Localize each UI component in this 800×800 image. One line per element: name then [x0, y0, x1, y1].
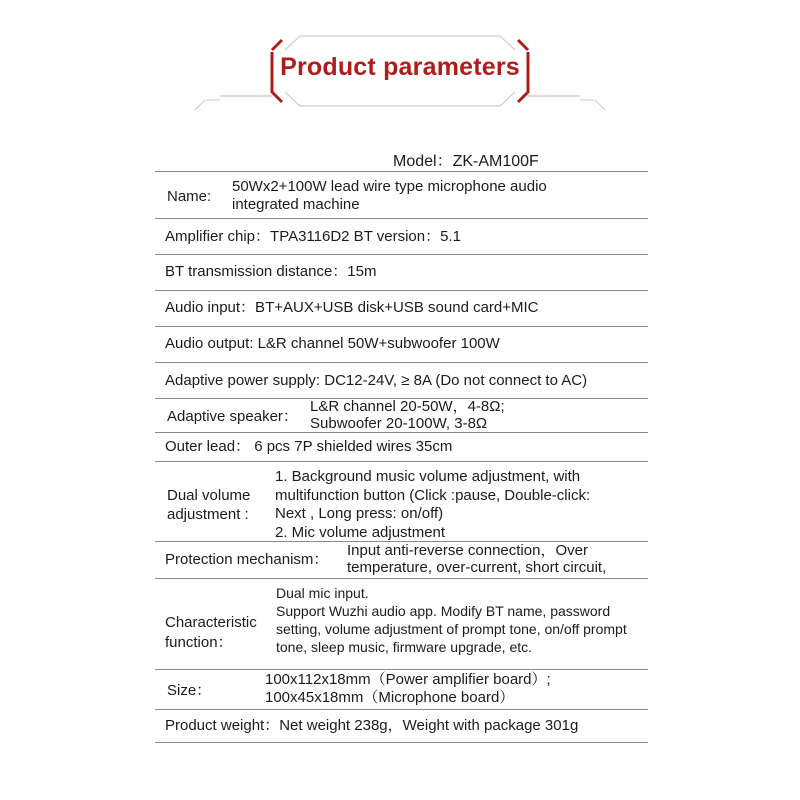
parameter-label: Adaptive power supply: DC12-24V, ≥ 8A (Do not connect to AC) — [165, 372, 588, 389]
parameter-row — [155, 432, 648, 461]
parameter-label: Protection mechanism： — [165, 551, 329, 568]
parameter-label: BT transmission distance：15m — [165, 263, 377, 280]
parameter-row — [155, 709, 648, 743]
parameter-label: Adaptive speaker： — [167, 408, 298, 425]
parameter-value: Dual mic input. — [276, 585, 369, 601]
model-label: Model：ZK-AM100F — [393, 153, 539, 170]
parameter-table — [155, 171, 648, 743]
parameter-value: 100x45x18mm（Microphone board） — [265, 689, 515, 706]
parameter-value: multifunction button (Click :pause, Double-click: — [275, 486, 591, 504]
parameter-label: Characteristic — [165, 614, 257, 631]
parameter-row — [155, 669, 648, 709]
parameter-row — [155, 578, 648, 669]
parameter-value: 1. Background music volume adjustment, with — [275, 468, 581, 485]
parameter-label: Size： — [167, 682, 212, 699]
parameter-value: setting, volume adjustment of prompt tone, on/off prompt — [276, 621, 627, 637]
parameter-value: 50Wx2+100W lead wire type microphone audio — [232, 178, 547, 195]
parameter-label: Product weight：Net weight 238g，Weight with package 301g — [165, 717, 579, 734]
parameter-row — [155, 461, 648, 541]
parameter-row — [155, 254, 648, 290]
parameter-value: 2. Mic volume adjustment — [275, 523, 446, 541]
page-title: Product parameters — [280, 53, 520, 81]
parameter-value: temperature, over-current, short circuit, — [347, 559, 607, 576]
parameter-label: Amplifier chip：TPA3116D2 BT version：5.1 — [165, 228, 461, 245]
parameter-label: adjustment : — [167, 506, 249, 523]
parameter-label: Name: — [167, 188, 212, 205]
parameter-label: Audio output: L&R channel 50W+subwoofer 100W — [165, 335, 500, 352]
parameter-label: Outer lead： 6 pcs 7P shielded wires 35cm — [165, 438, 453, 455]
parameter-value: Subwoofer 20-100W, 3-8Ω — [310, 415, 488, 432]
parameter-value: Next , Long press: on/off) — [275, 505, 444, 522]
parameter-row — [155, 290, 648, 326]
parameter-label: function： — [165, 634, 233, 651]
parameter-row — [155, 326, 648, 362]
parameter-value: L&R channel 20-50W，4-8Ω; — [310, 398, 505, 415]
parameter-row — [155, 541, 648, 578]
parameter-row — [155, 218, 648, 254]
parameter-value: Input anti-reverse connection，Over — [347, 542, 588, 559]
parameter-value: 100x112x18mm（Power amplifier board）; — [265, 671, 551, 688]
parameter-row — [155, 398, 648, 432]
parameter-row — [155, 171, 648, 218]
parameter-value: Support Wuzhi audio app. Modify BT name, password — [276, 603, 611, 619]
parameter-label: Audio input：BT+AUX+USB disk+USB sound card+MIC — [165, 299, 539, 316]
parameter-row — [155, 362, 648, 398]
parameter-value: tone, sleep music, firmware upgrade, etc. — [276, 639, 533, 655]
parameter-value: integrated machine — [232, 196, 360, 213]
parameter-label: Dual volume — [167, 487, 251, 504]
title-banner — [0, 0, 800, 130]
